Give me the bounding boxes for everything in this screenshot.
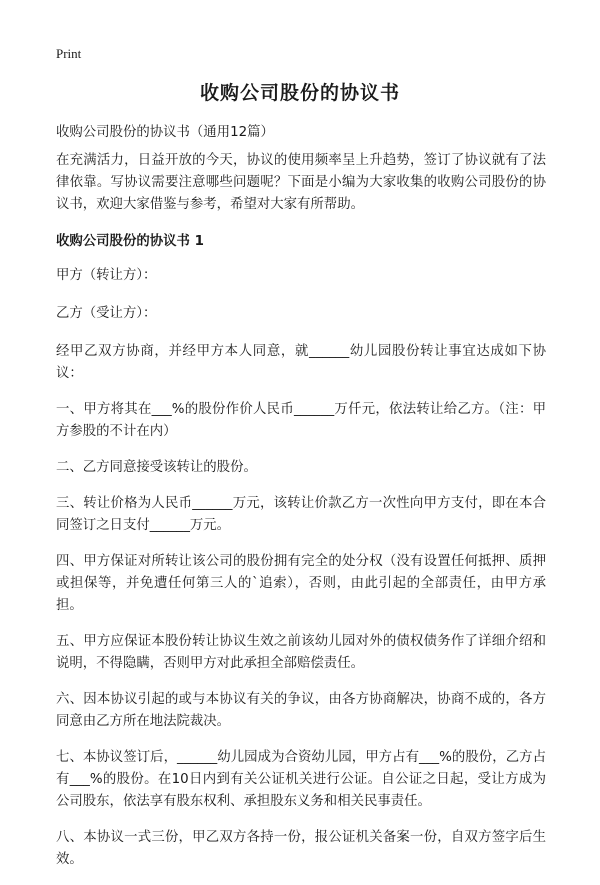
print-link[interactable]: Print: [56, 46, 82, 61]
subtitle: 收购公司股份的协议书（通用12篇）: [56, 125, 274, 140]
clause-2: 二、乙方同意接受该转让的股份。: [56, 460, 257, 475]
clause-7: 七、本协议签订后，______幼儿园成为合资幼儿园，甲方占有___%的股份，乙方占有___%的股份。在10日内到有关公证机关进行公证。自公证之日起，受让方成为公司股东，依法享有股东权利、承担股东义务和相关民事责任。: [56, 750, 546, 809]
clause-6: 六、因本协议引起的或与本协议有关的争议，由各方协商解决，协商不成的，各方同意由乙方所在地法院裁决。: [56, 692, 546, 729]
page-title: 收购公司股份的协议书: [199, 82, 400, 104]
clause-3: 三、转让价格为人民币______万元，该转让价款乙方一次性向甲方支付，即在本合同签订之日支付______万元。: [56, 496, 546, 533]
clause-preamble: 经甲乙双方协商，并经甲方本人同意，就______幼儿园股份转让事宜达成如下协议：: [56, 344, 546, 381]
party-a-line: 甲方（转让方）：: [56, 268, 157, 283]
section-heading: 收购公司股份的协议书 1: [56, 234, 204, 249]
clause-1: 一、甲方将其在___%的股份作价人民币______万仟元，依法转让给乙方。（注：甲方参股的不计在内）: [56, 402, 546, 439]
clause-4: 四、甲方保证对所转让该公司的股份拥有完全的处分权（没有设置任何抵押、质押或担保等，并免遭任何第三人的`追索），否则，由此引起的全部责任，由甲方承担。: [56, 554, 546, 613]
party-b-line: 乙方（受让方）：: [56, 306, 157, 321]
clause-8: 八、本协议一式三份，甲乙双方各持一份，报公证机关备案一份，自双方签字后生效。: [56, 830, 546, 867]
intro-paragraph: 在充满活力，日益开放的今天，协议的使用频率呈上升趋势，签订了协议就有了法律依靠。写协议需要注意哪些问题呢？下面是小编为大家收集的收购公司股份的协议书，欢迎大家借鉴与参考，希望对大家有所帮助。: [56, 153, 546, 212]
document-body: [56, 150, 546, 885]
clause-5: 五、甲方应保证本股份转让协议生效之前该幼儿园对外的债权债务作了详细介绍和说明，不得隐瞒，否则甲方对此承担全部赔偿责任。: [56, 634, 546, 671]
